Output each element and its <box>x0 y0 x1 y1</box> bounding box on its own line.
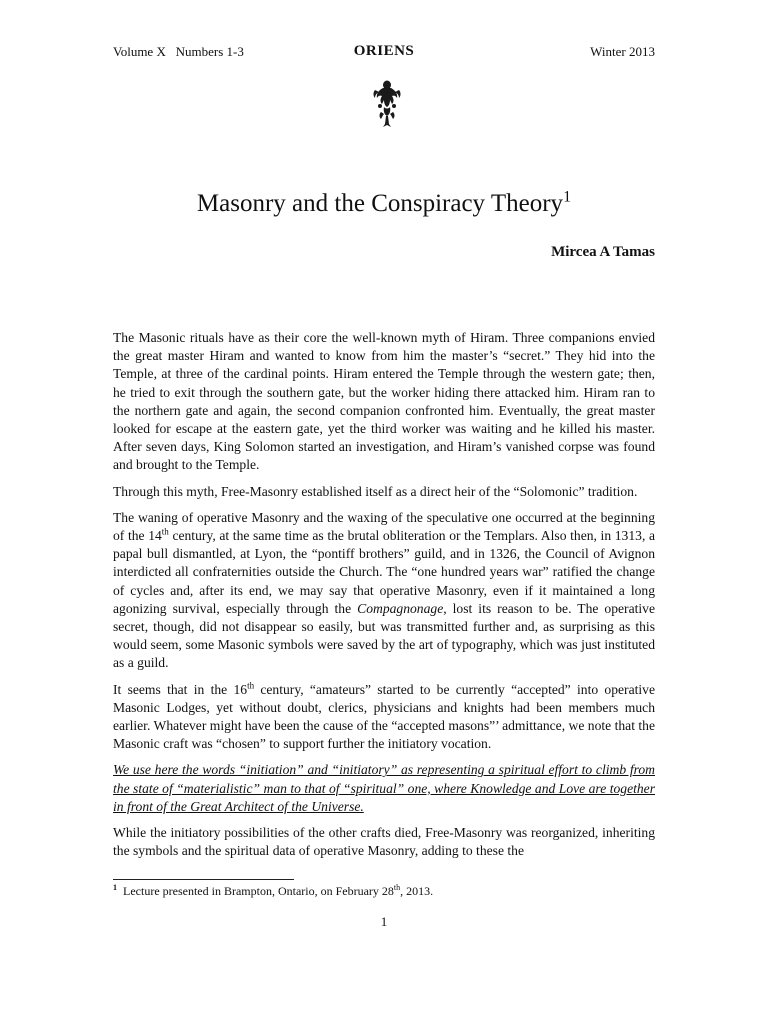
paragraph-text: century, at the same time as the brutal obliteration or the Templars. Also then, in 1313, a papal bull dismantled, at Lyon, the “pontiff brothers” guild, and in 1326, the Council of Avignon interdicted all confraternities outside the Church. The “one hundred years war” ratified the change of cycles and, after its end, we may say that operative Masonry, even if it maintained a long agonizing survival, especially through the <box>113 528 655 616</box>
footnote-text: , 2013. <box>400 884 434 898</box>
footnote-divider <box>113 879 294 880</box>
author-name: Mircea A Tamas <box>551 244 655 260</box>
article-title <box>0 190 768 218</box>
ordinal-suffix: th <box>393 883 401 892</box>
paragraph-text: , lost its reason to be. The operative secret, though, did not disappear so easily, but was transmitted further and, as surprising as this would seem, some Masonic symbols were saved by the art of typography, which was just instituted as a guild. <box>113 600 655 671</box>
footnote-text: Lecture presented in Brampton, Ontario, on February 28 <box>123 884 394 898</box>
journal-emblem-icon <box>371 76 403 128</box>
issue-season: Winter 2013 <box>590 44 655 59</box>
paragraph-text: The waning of operative Masonry and the waxing of the speculative one occurred at the beginning of the 14 <box>113 509 655 544</box>
journal-name: ORIENS <box>353 43 415 59</box>
paragraph-hiram-myth: The Masonic rituals have as their core the well-known myth of Hiram. Three companions envied the great master Hiram and wanted to know from him the master’s “secret.” They hid into the Temple, at three of the cardinal points. Hiram entered the Temple through the western gate; then, he tried to exit through the southern gate, but the worker hiding there attacked him. Hiram ran to the northern gate and again, the second companion confronted him. Eventually, the great master looked for escape at the eastern gate, yet the third worker was waiting and he killed his master. After seven days, King Solomon started an investigation, and Hiram’s vanished corpse was found and brought to the Temple. <box>113 330 655 473</box>
paragraph-text: century, “amateurs” started to be currently “accepted” into operative Masonic Lodges, yet without doubt, clerics, physicians and knights had been members much earlier. Whatever might have been the cause of the “accepted masons”’ admittance, we note that the Masonic craft was “chosen” to support further the initiatory vocation. <box>113 681 655 752</box>
italic-term: Compagnonage <box>357 600 444 616</box>
footnote-number: 1 <box>113 883 117 892</box>
article-body <box>113 329 655 868</box>
title-footnote-mark[interactable]: 1 <box>563 188 572 206</box>
page-number: 1 <box>380 914 388 929</box>
ordinal-suffix: th <box>247 680 255 691</box>
title-text: Masonry and the Conspiracy Theory <box>196 190 564 217</box>
paragraph-accepted-masons <box>113 681 655 754</box>
paragraph-text: It seems that in the 16 <box>113 681 248 697</box>
paragraph-reorganization: While the initiatory possibilities of the other crafts died, Free-Masonry was reorganized, inheriting the symbols and the spiritual data of operative Masonry, adding to these the <box>113 825 655 859</box>
paragraph-solomonic-tradition: Through this myth, Free-Masonry established itself as a direct heir of the “Solomonic” tradition. <box>113 483 638 499</box>
volume-info: Volume X Numbers 1-3 <box>113 44 244 59</box>
running-header <box>113 44 655 64</box>
ordinal-suffix: th <box>161 526 169 537</box>
paragraph-initiation-definition: We use here the words “initiation” and “initiatory” as representing a spiritual effort to climb from the state of “materialistic” man to that of “spiritual” one, where Knowledge and Love are together in front of the Great Architect of the Universe. <box>113 762 655 814</box>
footnote <box>113 884 655 899</box>
paragraph-operative-masonry <box>113 509 655 673</box>
